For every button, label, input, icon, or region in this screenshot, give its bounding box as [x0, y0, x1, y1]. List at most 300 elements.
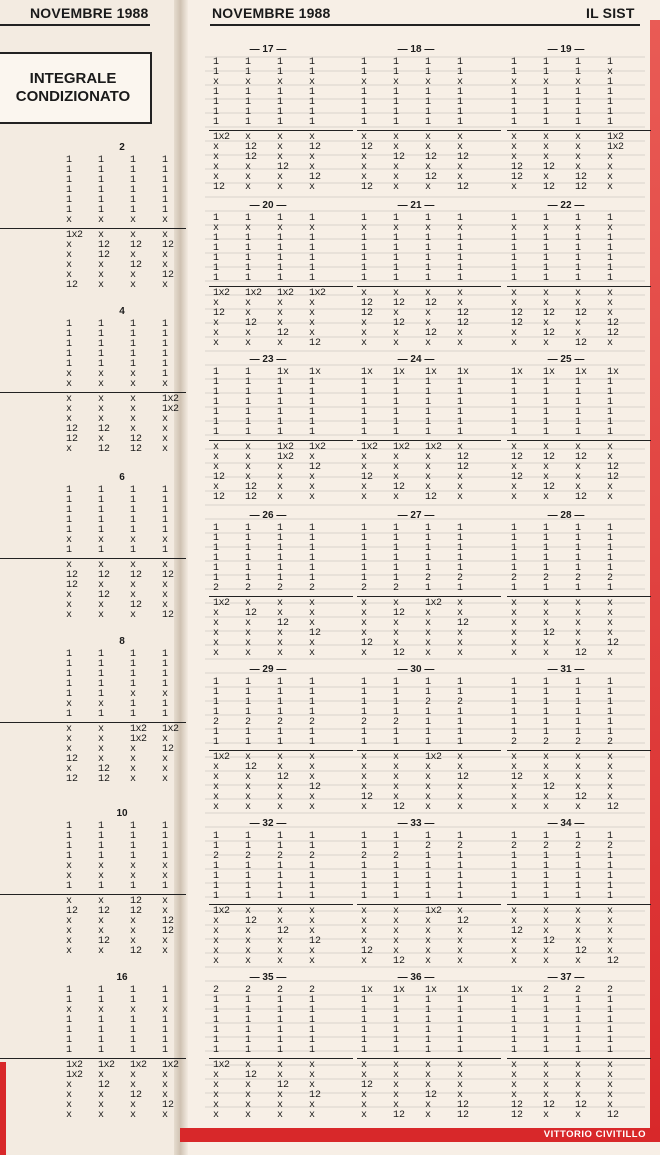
table-cell: x — [213, 946, 220, 957]
table-cell: 1 — [575, 427, 582, 438]
table-cell: 1 — [575, 263, 582, 274]
table-cell: 1 — [213, 273, 220, 284]
table-cell: x — [575, 1060, 582, 1071]
table-cell: x — [543, 752, 550, 763]
table-cell: 1 — [277, 57, 284, 68]
table-cell: 12 — [361, 638, 374, 649]
table-cell: x — [425, 936, 432, 947]
table-cell: 1 — [393, 1005, 400, 1016]
table-cell: x — [543, 318, 550, 329]
table-cell: 1 — [309, 995, 316, 1006]
table-cell: 1 — [425, 417, 432, 428]
table-cell: 1 — [607, 87, 614, 98]
table-cell: 1 — [162, 515, 169, 526]
table-cell: x — [66, 1090, 73, 1101]
table-cell: x — [245, 452, 252, 463]
table-cell: 1 — [309, 407, 316, 418]
table-cell: x — [393, 1070, 400, 1081]
table-cell: 12 — [309, 338, 322, 349]
table-row — [511, 738, 639, 748]
table-cell: 1 — [393, 417, 400, 428]
table-cell: 1 — [213, 707, 220, 718]
table-cell: x — [607, 223, 614, 234]
table-cell: x — [66, 240, 73, 251]
table-cell: 12 — [511, 162, 524, 173]
table-cell: 1 — [575, 717, 582, 728]
condition-columns — [66, 1061, 194, 1121]
table-cell: 1 — [309, 697, 316, 708]
system-number: — 27 — — [397, 510, 435, 521]
table-cell: x — [98, 1100, 105, 1111]
table-cell: x — [277, 956, 284, 967]
table-cell: 12 — [425, 1090, 438, 1101]
table-row — [361, 957, 489, 967]
table-cell: 12 — [575, 338, 588, 349]
table-cell: x — [66, 871, 73, 882]
section-divider — [0, 228, 186, 229]
table-cell: 1 — [361, 737, 368, 748]
table-cell: x — [607, 906, 614, 917]
table-cell: 1 — [607, 717, 614, 728]
table-cell: 1 — [425, 1035, 432, 1046]
table-cell: x — [425, 308, 432, 319]
table-cell: x — [543, 638, 550, 649]
table-cell: 1 — [457, 397, 464, 408]
table-cell: x — [66, 250, 73, 261]
table-cell: x — [98, 946, 105, 957]
table-cell: 1 — [393, 243, 400, 254]
system-number: — 22 — — [547, 200, 585, 211]
table-cell: 12 — [607, 328, 620, 339]
table-cell: 12 — [245, 142, 258, 153]
table-cell: 1 — [457, 995, 464, 1006]
table-cell: x — [607, 492, 614, 503]
table-cell: x — [162, 600, 169, 611]
table-cell: x — [162, 444, 169, 455]
table-cell: 1 — [543, 407, 550, 418]
table-cell: x — [213, 452, 220, 463]
table-row — [511, 649, 639, 659]
table-cell: 1 — [309, 737, 316, 748]
table-cell: 1 — [309, 233, 316, 244]
table-cell: x — [393, 772, 400, 783]
table-cell: x — [575, 1070, 582, 1081]
table-cell: 1 — [543, 727, 550, 738]
table-cell: 1 — [130, 841, 137, 852]
table-cell: 1 — [130, 881, 137, 892]
table-cell: 1 — [213, 727, 220, 738]
table-cell: 1 — [277, 253, 284, 264]
table-row — [66, 1111, 194, 1121]
table-cell: 12 — [511, 308, 524, 319]
table-cell: 1 — [213, 737, 220, 748]
table-cell: 1 — [162, 329, 169, 340]
table-cell: x — [361, 77, 368, 88]
condition-columns — [66, 231, 194, 291]
table-cell: x — [130, 394, 137, 405]
table-cell: 1 — [607, 891, 614, 902]
table-cell: 2 — [361, 583, 368, 594]
table-cell: x — [130, 590, 137, 601]
table-cell: 1 — [543, 1045, 550, 1056]
table-cell: 1 — [425, 57, 432, 68]
table-cell: 12 — [543, 482, 556, 493]
table-cell: x — [245, 338, 252, 349]
table-cell: 1 — [213, 533, 220, 544]
table-cell: 1 — [393, 1025, 400, 1036]
table-cell: 1 — [425, 727, 432, 738]
table-cell: 1 — [277, 97, 284, 108]
table-cell: x — [130, 754, 137, 765]
section-divider — [209, 1058, 353, 1059]
table-cell: 1 — [130, 659, 137, 670]
table-cell: 1 — [511, 563, 518, 574]
right-header-rule — [210, 24, 640, 26]
table-cell: x — [575, 956, 582, 967]
table-cell: 1 — [575, 871, 582, 882]
table-cell: x — [393, 916, 400, 927]
fixed-columns — [66, 486, 194, 556]
table-cell: 1 — [511, 263, 518, 274]
table-cell: 1 — [607, 243, 614, 254]
table-cell: 1 — [393, 1035, 400, 1046]
section-divider — [507, 904, 651, 905]
table-cell: x — [277, 182, 284, 193]
table-cell: x — [511, 1060, 518, 1071]
table-cell: x — [162, 424, 169, 435]
table-cell: x — [98, 926, 105, 937]
condition-columns — [511, 753, 639, 813]
table-cell: 1 — [393, 377, 400, 388]
fixed-columns — [361, 368, 489, 438]
table-row — [66, 710, 194, 720]
table-cell: 1 — [607, 117, 614, 128]
table-cell: x — [575, 318, 582, 329]
table-cell: x — [309, 916, 316, 927]
table-cell: 1 — [575, 417, 582, 428]
table-cell: 1x — [425, 367, 438, 378]
table-cell: 1 — [162, 679, 169, 690]
fixed-columns — [511, 368, 639, 438]
table-cell: x — [425, 162, 432, 173]
table-cell: 1x2 — [162, 394, 179, 405]
table-cell: 1 — [361, 1025, 368, 1036]
table-cell: 2 — [607, 737, 614, 748]
table-cell: 1 — [309, 1015, 316, 1026]
table-cell: 1 — [98, 505, 105, 516]
table-cell: 1x — [457, 985, 470, 996]
table-cell: 1 — [309, 1035, 316, 1046]
system-number: — 35 — — [249, 972, 287, 983]
table-cell: 1x2 — [425, 906, 442, 917]
table-cell: x — [309, 452, 316, 463]
table-cell: x — [543, 472, 550, 483]
table-cell: 12 — [393, 1110, 406, 1121]
table-cell: 1 — [393, 1045, 400, 1056]
table-cell: x — [543, 1060, 550, 1071]
table-cell: 1 — [607, 1035, 614, 1046]
table-cell: x — [607, 1080, 614, 1091]
table-cell: 1 — [162, 359, 169, 370]
table-cell: 1 — [361, 1005, 368, 1016]
table-cell: 2 — [607, 985, 614, 996]
table-cell: 1 — [245, 97, 252, 108]
table-cell: x — [98, 215, 105, 226]
table-cell: 1 — [277, 427, 284, 438]
table-cell: x — [575, 772, 582, 783]
table-cell: 1 — [575, 697, 582, 708]
table-cell: x — [98, 1005, 105, 1016]
table-cell: x — [457, 172, 464, 183]
table-cell: 1 — [130, 485, 137, 496]
table-cell: x — [98, 434, 105, 445]
table-cell: x — [213, 1090, 220, 1101]
table-cell: 1 — [575, 87, 582, 98]
table-cell: 1 — [162, 1025, 169, 1036]
table-cell: 1 — [607, 57, 614, 68]
table-cell: x — [543, 916, 550, 927]
table-cell: x — [98, 535, 105, 546]
table-cell: x — [361, 152, 368, 163]
title-line-1: INTEGRALE — [29, 70, 117, 87]
table-cell: 1 — [213, 891, 220, 902]
table-cell: x — [130, 1005, 137, 1016]
table-cell: x — [309, 946, 316, 957]
table-cell: 1 — [213, 831, 220, 842]
table-cell: 1 — [393, 563, 400, 574]
table-cell: x — [361, 452, 368, 463]
table-cell: x — [511, 1090, 518, 1101]
table-cell: 1 — [245, 263, 252, 274]
table-cell: x — [130, 926, 137, 937]
table-cell: 1 — [575, 727, 582, 738]
table-cell: x — [245, 328, 252, 339]
system-number: — 36 — — [397, 972, 435, 983]
fixed-columns — [213, 214, 341, 284]
table-cell: x — [425, 916, 432, 927]
table-cell: x — [457, 802, 464, 813]
table-cell: 1 — [361, 543, 368, 554]
table-row — [361, 493, 489, 503]
table-cell: x — [213, 628, 220, 639]
table-cell: 1 — [162, 195, 169, 206]
table-cell: x — [130, 280, 137, 291]
table-cell: 1 — [457, 553, 464, 564]
table-cell: 12 — [98, 240, 111, 251]
table-cell: 1 — [277, 67, 284, 78]
table-cell: 1 — [66, 985, 73, 996]
table-cell: x — [361, 1100, 368, 1111]
table-cell: 12 — [98, 570, 111, 581]
table-cell: 1 — [66, 1045, 73, 1056]
table-cell: x — [213, 328, 220, 339]
table-cell: 1x2 — [213, 906, 230, 917]
table-cell: 1 — [66, 495, 73, 506]
table-cell: x — [98, 1110, 105, 1121]
condition-columns — [361, 289, 489, 349]
table-cell: 1 — [245, 1015, 252, 1026]
table-cell: 2 — [309, 851, 316, 862]
table-cell: 1 — [457, 67, 464, 78]
table-cell: 1 — [543, 253, 550, 264]
table-cell: x — [309, 752, 316, 763]
table-cell: 12 — [543, 936, 556, 947]
table-cell: x — [457, 223, 464, 234]
table-cell: x — [457, 1090, 464, 1101]
table-row — [66, 546, 194, 556]
system-number: — 21 — — [397, 200, 435, 211]
table-cell: 1 — [66, 821, 73, 832]
table-cell: 1x — [361, 367, 374, 378]
table-cell: x — [393, 618, 400, 629]
table-cell: 1 — [245, 677, 252, 688]
table-cell: 1 — [425, 831, 432, 842]
table-cell: 1 — [607, 1005, 614, 1016]
table-cell: 1 — [277, 107, 284, 118]
table-cell: x — [361, 648, 368, 659]
table-cell: x — [245, 628, 252, 639]
table-cell: 1 — [511, 1005, 518, 1016]
table-cell: 12 — [245, 318, 258, 329]
table-cell: x — [543, 1110, 550, 1121]
table-cell: x — [457, 288, 464, 299]
fixed-columns — [213, 58, 341, 128]
table-cell: x — [457, 472, 464, 483]
table-cell: 1 — [66, 339, 73, 350]
table-cell: 1 — [277, 233, 284, 244]
table-cell: 1 — [511, 97, 518, 108]
table-row — [511, 428, 639, 438]
table-cell: 1 — [393, 387, 400, 398]
table-cell: 1 — [607, 1015, 614, 1026]
table-cell: 1 — [393, 57, 400, 68]
table-cell: 1 — [543, 213, 550, 224]
table-cell: x — [277, 318, 284, 329]
fixed-columns — [361, 214, 489, 284]
table-cell: 12 — [425, 328, 438, 339]
table-cell: 1 — [309, 841, 316, 852]
table-cell: 1 — [393, 707, 400, 718]
table-cell: 1 — [457, 1005, 464, 1016]
table-cell: x — [162, 535, 169, 546]
table-cell: 1 — [457, 273, 464, 284]
table-cell: x — [162, 560, 169, 571]
table-cell: 1 — [66, 195, 73, 206]
table-cell: 1 — [277, 891, 284, 902]
section-divider — [209, 750, 353, 751]
table-cell: x — [457, 936, 464, 947]
table-cell: x — [309, 77, 316, 88]
table-cell: x — [425, 608, 432, 619]
table-cell: 1 — [309, 273, 316, 284]
table-cell: x — [361, 936, 368, 947]
table-cell: 12 — [245, 608, 258, 619]
table-cell: x — [511, 492, 518, 503]
table-cell: x — [213, 1110, 220, 1121]
table-cell: 1 — [575, 687, 582, 698]
table-cell: 2 — [213, 985, 220, 996]
table-cell: x — [457, 956, 464, 967]
table-cell: 1 — [361, 1045, 368, 1056]
table-cell: x — [511, 77, 518, 88]
table-cell: x — [130, 936, 137, 947]
table-cell: x — [543, 442, 550, 453]
table-cell: 12 — [162, 240, 175, 251]
table-cell: 1 — [66, 525, 73, 536]
table-cell: 12 — [245, 492, 258, 503]
table-cell: x — [607, 1090, 614, 1101]
table-cell: 12 — [162, 744, 175, 755]
table-cell: x — [277, 172, 284, 183]
table-cell: 12 — [457, 618, 470, 629]
table-cell: x — [511, 936, 518, 947]
section-divider — [0, 558, 186, 559]
table-cell: 1 — [361, 831, 368, 842]
table-cell: x — [575, 1110, 582, 1121]
table-cell: 1 — [130, 515, 137, 526]
table-cell: 1 — [457, 737, 464, 748]
table-row — [361, 738, 489, 748]
section-divider — [209, 440, 353, 441]
fixed-columns — [361, 524, 489, 594]
table-cell: 1 — [162, 649, 169, 660]
table-cell: 1 — [66, 689, 73, 700]
table-row — [361, 892, 489, 902]
table-cell: 1 — [66, 515, 73, 526]
table-cell: 1 — [543, 553, 550, 564]
table-cell: 12 — [511, 452, 524, 463]
table-cell: 1 — [543, 687, 550, 698]
table-cell: x — [543, 772, 550, 783]
table-cell: 1x2 — [66, 1060, 83, 1071]
table-cell: 1 — [575, 1005, 582, 1016]
table-cell: 1 — [511, 533, 518, 544]
table-cell: 1 — [575, 861, 582, 872]
table-cell: 1 — [511, 523, 518, 534]
table-cell: x — [511, 638, 518, 649]
table-cell: 1 — [66, 175, 73, 186]
table-cell: 1x — [309, 367, 322, 378]
table-cell: 1 — [66, 841, 73, 852]
table-cell: x — [393, 452, 400, 463]
table-cell: x — [361, 772, 368, 783]
table-cell: 12 — [277, 328, 290, 339]
table-cell: x — [213, 462, 220, 473]
table-cell: 1 — [66, 1035, 73, 1046]
table-cell: x — [575, 142, 582, 153]
table-cell: x — [457, 338, 464, 349]
table-cell: 1 — [277, 677, 284, 688]
table-cell: 1 — [457, 57, 464, 68]
table-cell: 1 — [393, 871, 400, 882]
table-cell: x — [393, 638, 400, 649]
system-number: 10 — [116, 808, 128, 819]
table-cell: x — [309, 638, 316, 649]
table-cell: 1 — [130, 495, 137, 506]
table-cell: x — [511, 648, 518, 659]
table-cell: x — [309, 162, 316, 173]
table-cell: 1 — [511, 553, 518, 564]
table-cell: 1 — [245, 563, 252, 574]
table-cell: 2 — [425, 697, 432, 708]
table-cell: 12 — [393, 648, 406, 659]
table-row — [213, 892, 341, 902]
table-cell: 1 — [130, 329, 137, 340]
table-cell: x — [393, 906, 400, 917]
table-cell: x — [130, 871, 137, 882]
table-cell: 1 — [457, 213, 464, 224]
table-cell: 1 — [393, 117, 400, 128]
